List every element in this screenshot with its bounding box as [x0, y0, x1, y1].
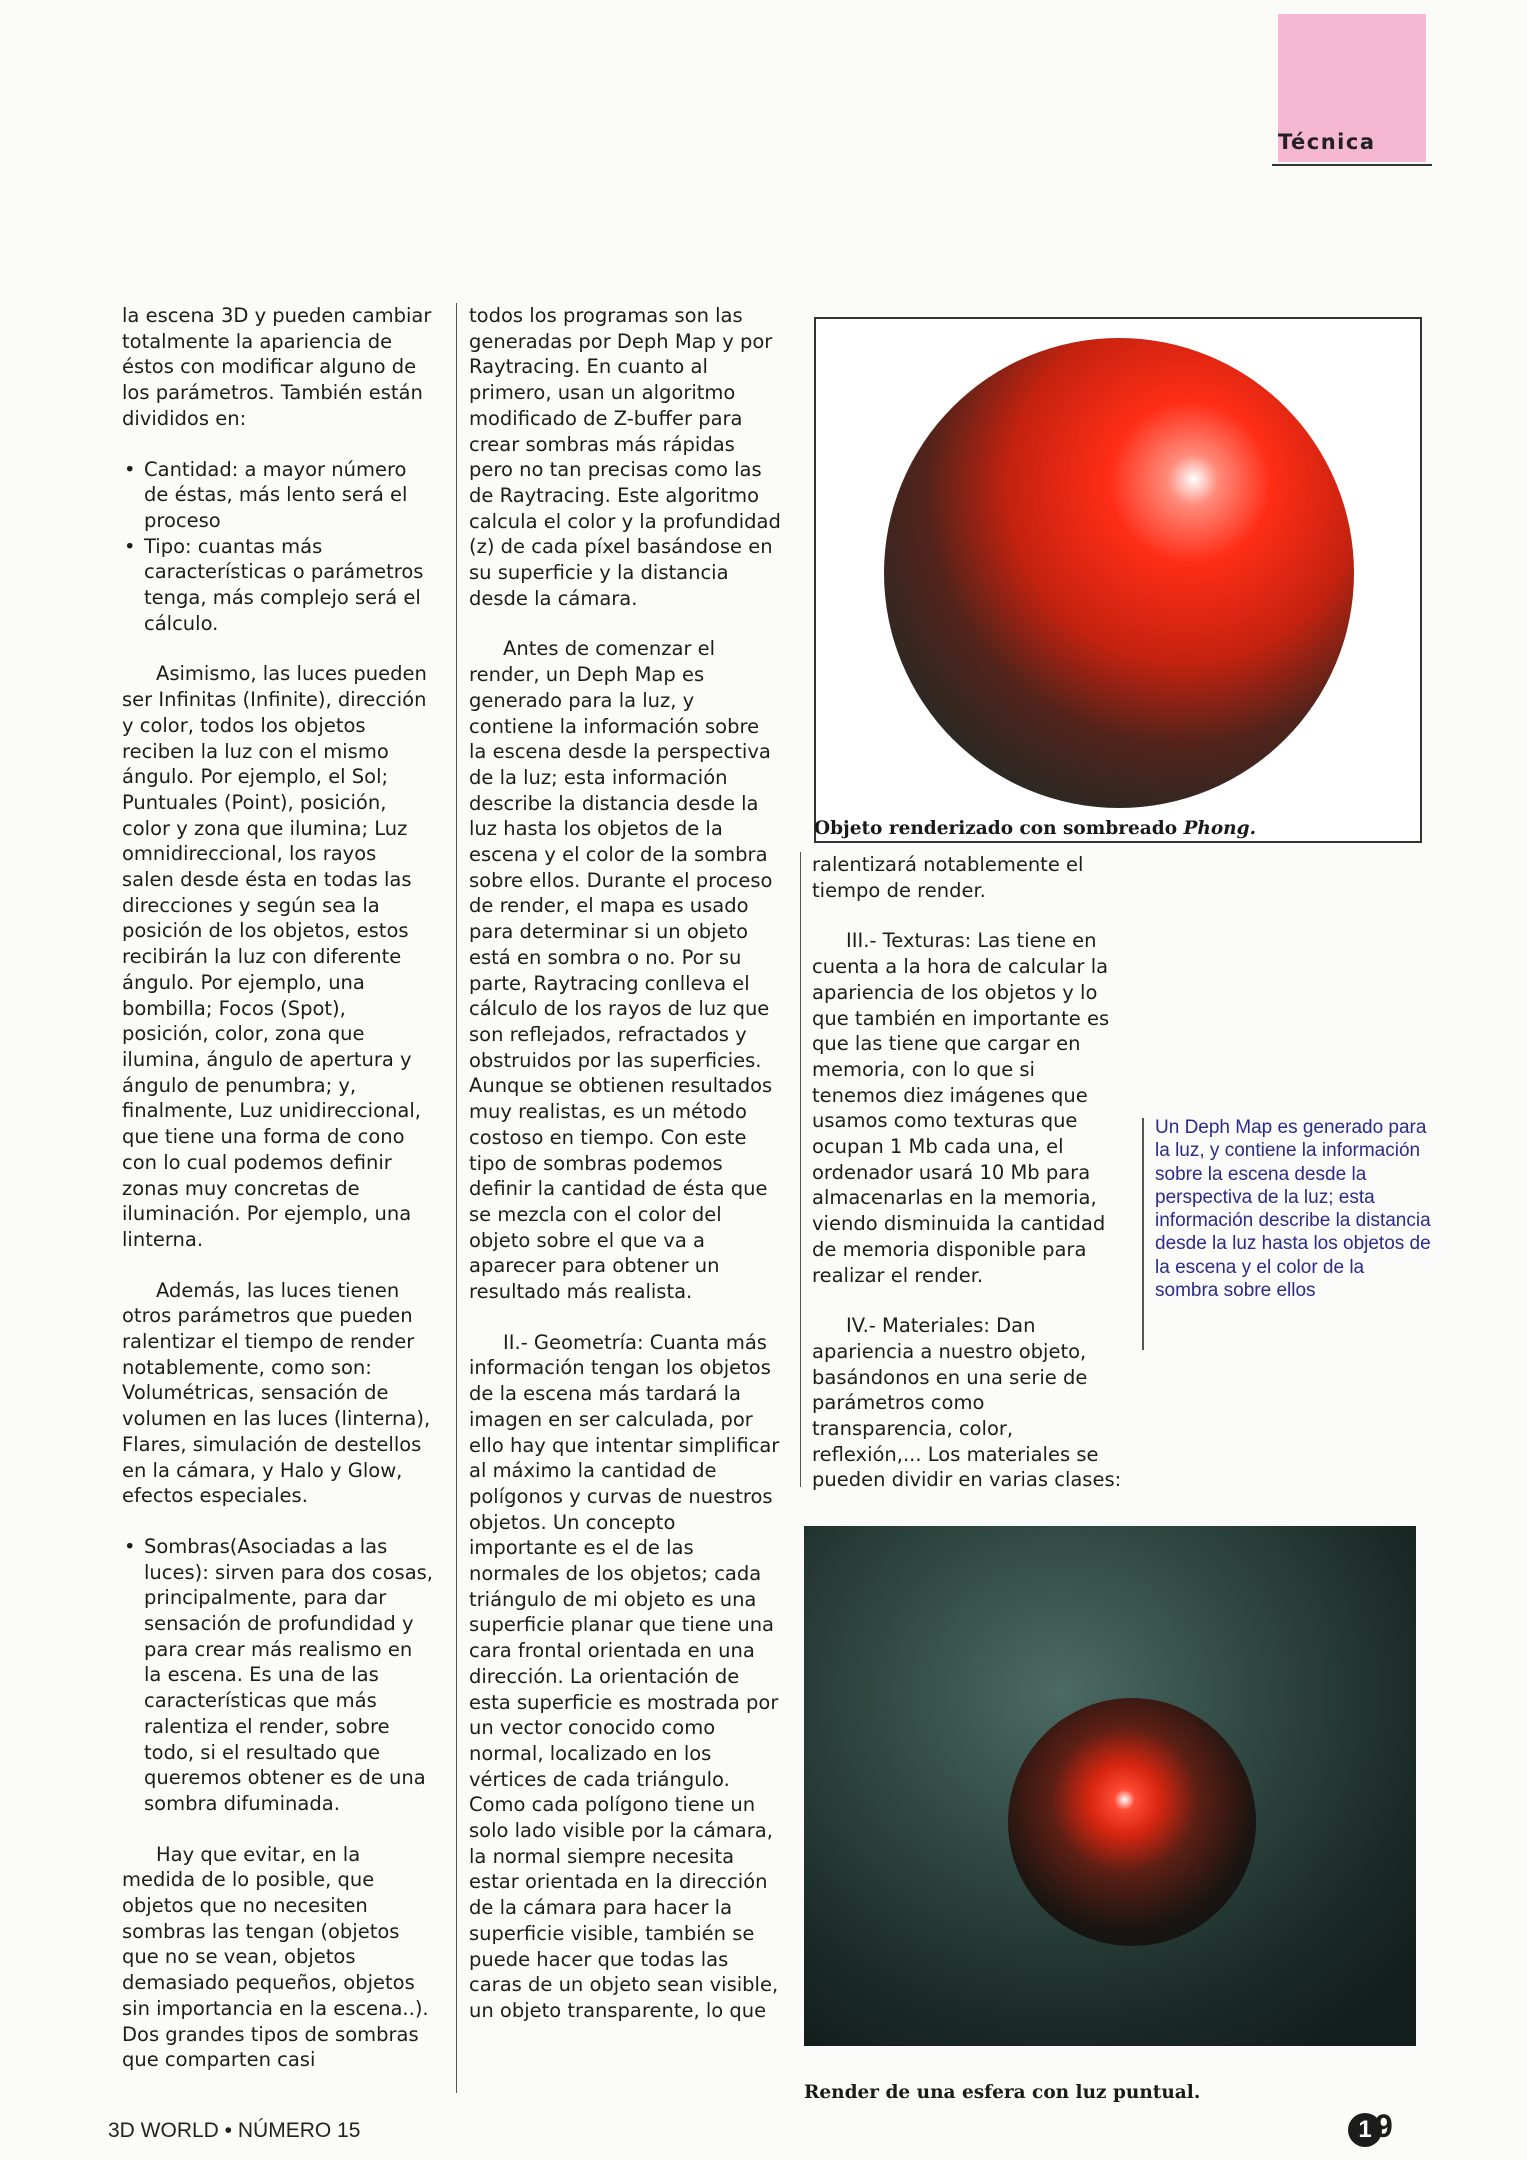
footer-text: 3D WORLD • NÚMERO 15 — [108, 2119, 361, 2142]
figure-point-light-sphere — [804, 1526, 1416, 2046]
col2-paragraph-3: II.- Geometría: Cuanta más información tengan los objetos de la escena más tardará la imagen en ser calculada, por ello hay que intentar simplificar al máximo la cantidad de polígonos y curvas de nuestros objetos. Un concepto importante es el de las normales de los objetos; cada triángulo de mi objeto es una superficie planar que tiene una cara frontal orientada en una dirección. La orientación de esta superficie es mostrada por un vector conocido como normal, localizado en los vértices de cada triángulo. Como cada polígono tiene un solo lado visible por la cámara, la normal siempre necesita estar orientada en la dirección de la cámara para hacer la superficie visible, también se puede hacer que todas las caras de un objeto sean visible, un objeto transparente, lo que — [469, 1330, 780, 2022]
figure-1-caption: Objeto renderizado con sombreado Phong. — [814, 818, 1257, 839]
section-label: Técnica — [1278, 130, 1376, 154]
figure-2-caption: Render de una esfera con luz puntual. — [804, 2082, 1201, 2103]
column-divider-1 — [456, 303, 457, 2093]
page-number-badge: 1 — [1348, 2113, 1382, 2147]
page-number-tail: 9 — [1375, 2108, 1393, 2144]
col1-bullet-2: • Tipo: cuantas más características o parámetros tenga, más complejo será el cálculo. — [122, 534, 434, 637]
column-2 — [469, 303, 781, 2024]
col2-paragraph-2: Antes de comenzar el render, un Deph Map es generado para la luz, y contiene la información sobre la escena desde la perspectiva de la luz; esta información describe la distancia desde la luz hasta los objetos de la escena y el color de la sombra sobre ellos. Durante el proceso de render, el mapa es usado para determinar si un objeto está en sombra o no. Por su parte, Raytracing conlleva el cálculo de los rayos de luz que son reflejados, refractados y obstruidos por las superficies. Aunque se obtienen resultados muy realistas, es un método costoso en tiempo. Con este tipo de sombras podemos definir la cantidad de ésta que se mezcla con el color del objeto sobre el que va a aparecer para obtener un resultado más realista. — [469, 637, 773, 1304]
col1-bullet-3: • Sombras(Asociadas a las luces): sirven para dos cosas, principalmente, para dar sensación de profundidad y para crear más realismo en la escena. Es una de las características que más ralentiza el render, sobre todo, si el resultado que queremos obtener es de una sombra difuminada. — [122, 1534, 434, 1817]
section-rule — [1272, 164, 1432, 166]
col1-bullet-list — [122, 457, 434, 637]
col2-paragraph-1: todos los programas son las generadas por Deph Map y por Raytracing. En cuanto al primero, usan un algoritmo modificado de Z-buffer para crear sombras más rápidas pero no tan precisas como las de Raytracing. Este algoritmo calcula el color y la profundidad (z) de cada píxel basándose en su superficie y la distancia desde la cámara. — [469, 304, 781, 610]
column-1 — [122, 303, 434, 2073]
col1-paragraph-4: Hay que evitar, en la medida de lo posible, que objetos que no necesiten sombras las tengan (objetos que no se vean, objetos demasiado pequeños, objetos sin importancia en la escena..). Dos grandes tipos de sombras que comparten casi — [122, 1842, 429, 2072]
sidenote-rule — [1142, 1118, 1144, 1350]
col3-paragraph-2: III.- Texturas: Las tiene en cuenta a la hora de calcular la apariencia de los objetos y lo que también en importante es que las tiene que cargar en memoria, con lo que si tenemos diez imágenes que usamos como texturas que ocupan 1 Mb cada una, el ordenador usará 10 Mb para almacenarlas en la memoria, viendo disminuida la cantidad de memoria disponible para realizar el render. — [812, 929, 1110, 1287]
figure-phong-sphere — [814, 317, 1422, 843]
col1-bullet-list-2 — [122, 1534, 434, 1817]
column-3 — [812, 852, 1124, 1493]
sphere — [884, 338, 1354, 808]
sphere — [1008, 1698, 1256, 1946]
col1-paragraph-3: Además, las luces tienen otros parámetros que pueden ralentizar el tiempo de render notablemente, como son: Volumétricas, sensación de volumen en las luces (linterna), Flares, simulación de destellos en la cámara, y Halo y Glow, efectos especiales. — [122, 1278, 431, 1508]
col3-paragraph-3: IV.- Materiales: Dan apariencia a nuestro objeto, basándonos en una serie de parámetros como transparencia, color, reflexión,... Los materiales se pueden dividir en varias clases: — [812, 1314, 1122, 1492]
point-light-sphere-illustration — [804, 1526, 1416, 2046]
col1-paragraph-2: Asimismo, las luces pueden ser Infinitas (Infinite), dirección y color, todos los objetos reciben la luz con el mismo ángulo. Por ejemplo, el Sol; Puntuales (Point), posición, color y zona que ilumina; Luz omnidireccional, los rayos salen desde ésta en todas las direcciones y según sea la posición de los objetos, estos recibirán la luz con diferente ángulo. Por ejemplo, una bombilla; Focos (Spot), posición, color, zona que ilumina, ángulo de apertura y ángulo de penumbra; y, finalmente, Luz unidireccional, que tiene una forma de cono con lo cual podemos definir zonas muy concretas de iluminación. Por ejemplo, una linterna. — [122, 662, 427, 1251]
column-divider-2 — [800, 852, 801, 1487]
col1-bullet-1: • Cantidad: a mayor número de éstas, más lento será el proceso — [122, 457, 434, 534]
phong-sphere-illustration — [816, 319, 1420, 841]
col1-paragraph-1: la escena 3D y pueden cambiar totalmente la apariencia de éstos con modificar alguno de los parámetros. También están divididos en: — [122, 304, 432, 430]
col3-paragraph-1: ralentizará notablemente el tiempo de render. — [812, 853, 1084, 902]
sidenote: Un Deph Map es generado para la luz, y contiene la información sobre la escena desde la perspectiva de la luz; esta información describe la distancia desde la luz hasta los objetos de la escena y el color de la sombra sobre ellos — [1155, 1117, 1431, 1302]
